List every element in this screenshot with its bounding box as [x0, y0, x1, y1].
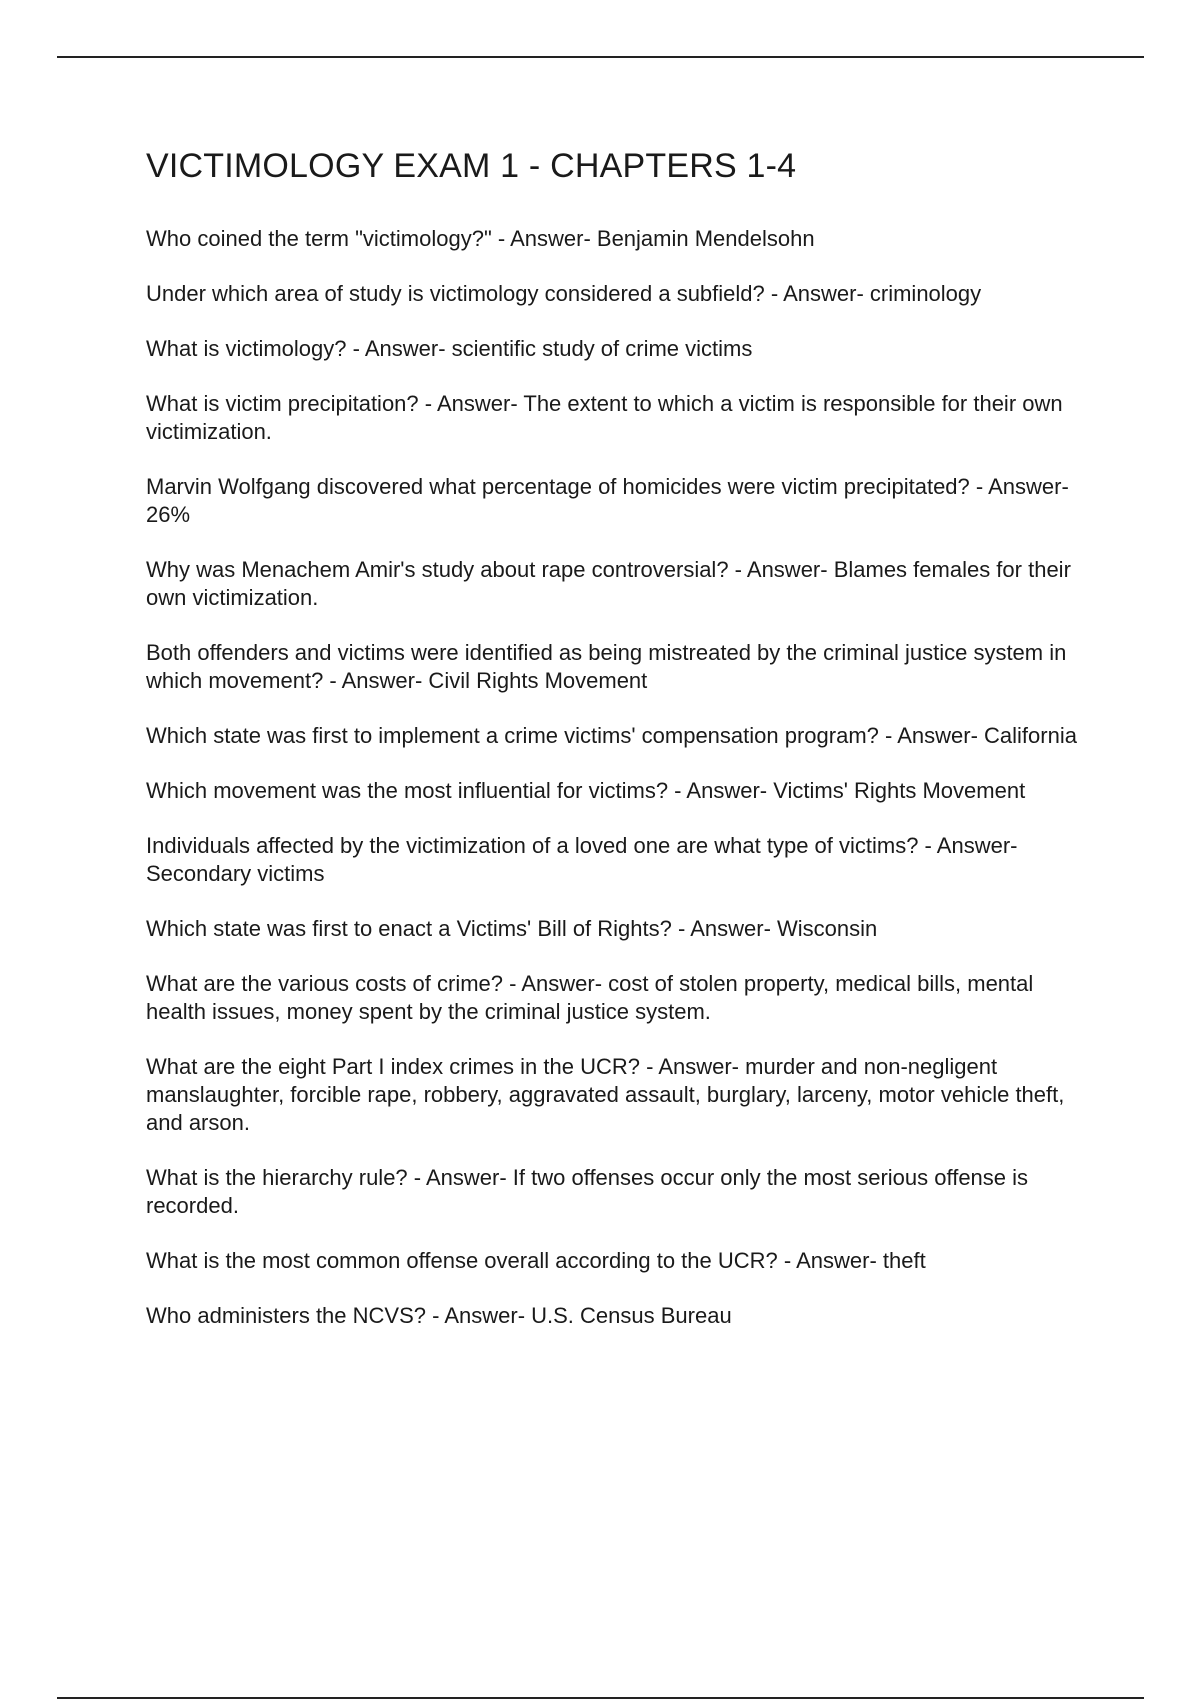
qa-item: What are the eight Part I index crimes in the UCR? - Answer- murder and non-negligent manslaughter, forcible rape, robbery, aggravated assault, burglary, larceny, motor vehicle theft, and arson.: [146, 1054, 1065, 1135]
qa-item: Under which area of study is victimology considered a subfield? - Answer- criminology: [146, 281, 982, 306]
top-divider: [57, 56, 1144, 58]
qa-item: Which state was first to implement a crime victims' compensation program? - Answer- California: [146, 723, 1077, 748]
qa-list: [146, 225, 1096, 1330]
qa-item: Who administers the NCVS? - Answer- U.S. Census Bureau: [146, 1303, 732, 1328]
qa-item: Who coined the term "victimology?" - Answer- Benjamin Mendelsohn: [146, 226, 815, 251]
qa-item: Both offenders and victims were identified as being mistreated by the criminal justice system in which movement? - Answer- Civil Rights Movement: [146, 640, 1067, 693]
qa-item: Which state was first to enact a Victims' Bill of Rights? - Answer- Wisconsin: [146, 916, 878, 941]
document-title: VICTIMOLOGY EXAM 1 - CHAPTERS 1-4: [146, 147, 797, 185]
qa-item: Which movement was the most influential for victims? - Answer- Victims' Rights Movement: [146, 778, 1026, 803]
qa-item: Marvin Wolfgang discovered what percentage of homicides were victim precipitated? - Answer- 26%: [146, 474, 1069, 527]
qa-item: Why was Menachem Amir's study about rape controversial? - Answer- Blames females for their own victimization.: [146, 557, 1071, 610]
qa-item: What is victimology? - Answer- scientific study of crime victims: [146, 336, 753, 361]
qa-item: What is the most common offense overall according to the UCR? - Answer- theft: [146, 1248, 926, 1273]
qa-item: Individuals affected by the victimization of a loved one are what type of victims? - Answer- Secondary victims: [146, 833, 1018, 886]
qa-item: What is the hierarchy rule? - Answer- If two offenses occur only the most serious offense is recorded.: [146, 1165, 1029, 1218]
qa-item: What is victim precipitation? - Answer- The extent to which a victim is responsible for their own victimization.: [146, 391, 1063, 444]
document-body: [146, 140, 1096, 1357]
bottom-divider: [57, 1697, 1144, 1699]
qa-item: What are the various costs of crime? - Answer- cost of stolen property, medical bills, mental health issues, money spent by the criminal justice system.: [146, 971, 1034, 1024]
